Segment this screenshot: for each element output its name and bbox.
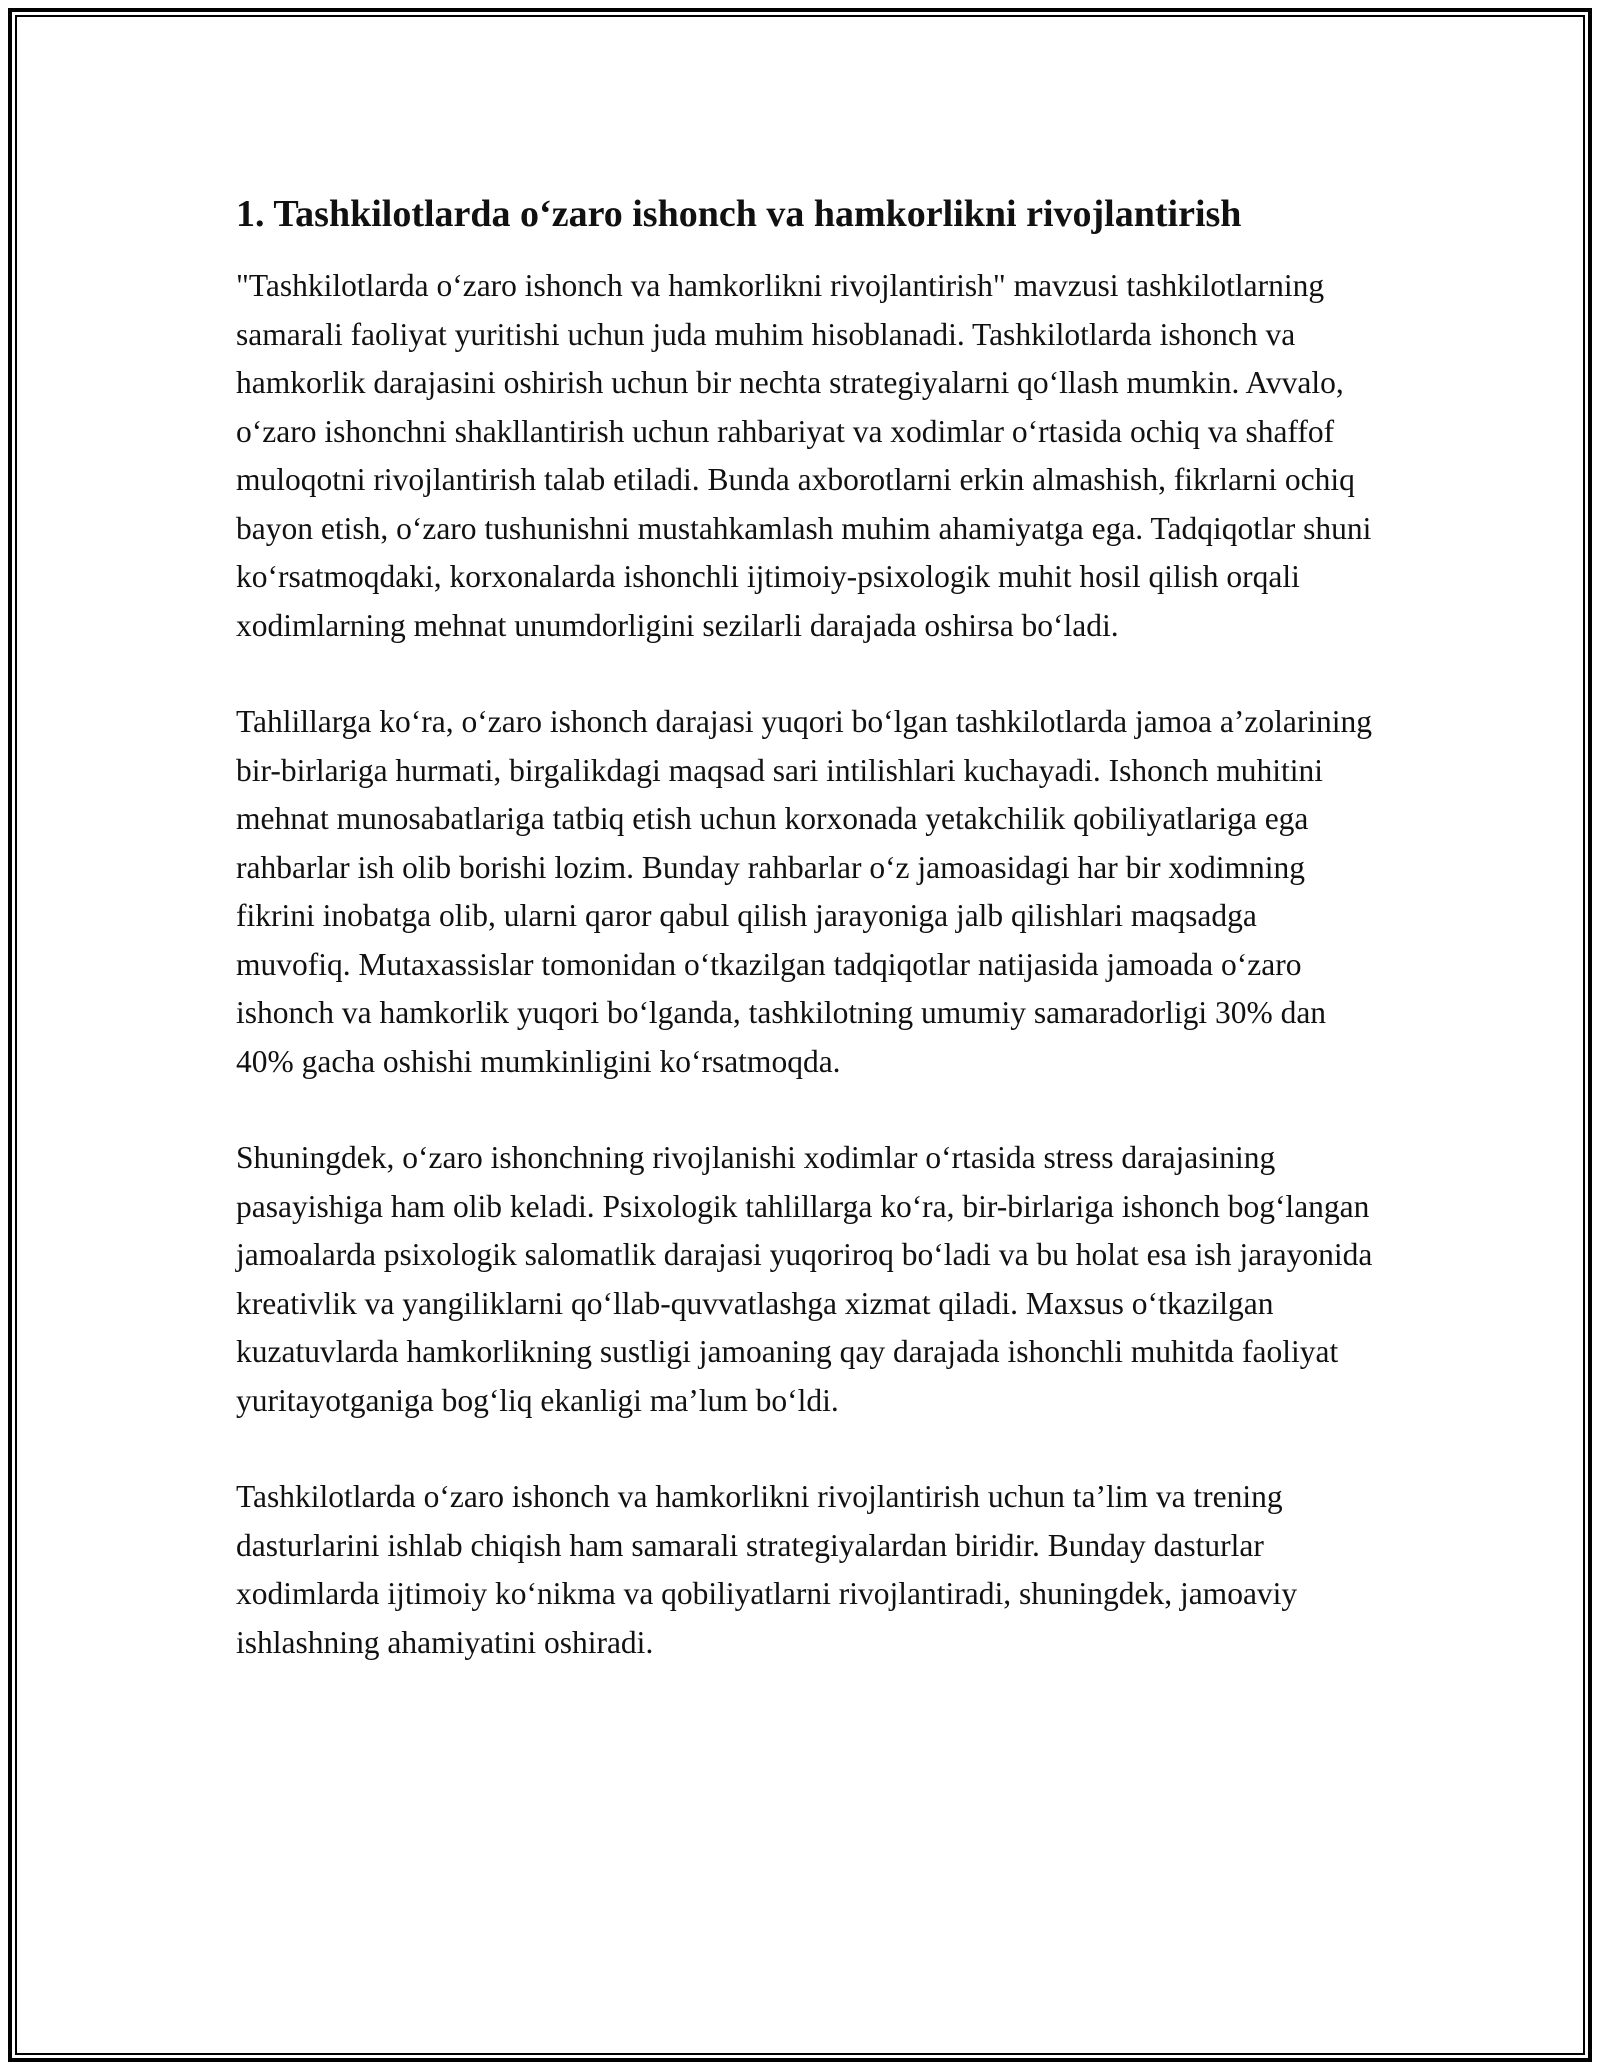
paragraph-1: "Tashkilotlarda o‘zaro ishonch va hamkorlikni rivojlantirish" mavzusi tashkilotlarning samarali faoliyat yuritishi uchun juda muhim hisoblanadi. Tashkilotlarda ishonch va hamkorlik darajasini oshirish uchun bir nechta strategiyalarni qo‘llash mumkin. Avvalo, o‘zaro ishonchni shakllantirish uchun rahbariyat va xodimlar o‘rtasida ochiq va shaffof muloqotni rivojlantirish talab etiladi. Bunda axborotlarni erkin almashish, fikrlarni ochiq bayon etish, o‘zaro tushunishni mustahkamlash muhim ahamiyatga ega. Tadqiqotlar shuni ko‘rsatmoqdaki, korxonalarda ishonchli ijtimoiy-psixologik muhit hosil qilish orqali xodimlarning mehnat unumdorligini sezilarli darajada oshirsa bo‘ladi. (236, 268, 1372, 643)
document-body (236, 188, 1376, 1667)
paragraph-2: Tahlillarga ko‘ra, o‘zaro ishonch darajasi yuqori bo‘lgan tashkilotlarda jamoa a’zolarining bir-birlariga hurmati, birgalikdagi maqsad sari intilishlari kuchayadi. Ishonch muhitini mehnat munosabatlariga tatbiq etish uchun korxonada yetakchilik qobiliyatlariga ega rahbarlar ish olib borishi lozim. Bunday rahbarlar o‘z jamoasidagi har bir xodimning fikrini inobatga olib, ularni qaror qabul qilish jarayoniga jalb qilishlari maqsadga muvofiq. Mutaxassislar tomonidan o‘tkazilgan tadqiqotlar natijasida jamoada o‘zaro ishonch va hamkorlik yuqori bo‘lganda, tashkilotning umumiy samaradorligi 30% dan 40% gacha oshishi mumkinligini ko‘rsatmoqda. (236, 704, 1373, 1079)
paragraph-4: Tashkilotlarda o‘zaro ishonch va hamkorlikni rivojlantirish uchun ta’lim va trening dasturlarini ishlab chiqish ham samarali strategiyalardan biridir. Bunday dasturlar xodimlarda ijtimoiy ko‘nikma va qobiliyatlarni rivojlantiradi, shuningdek, jamoaviy ishlashning ahamiyatini oshiradi. (236, 1479, 1298, 1660)
paragraph-3: Shuningdek, o‘zaro ishonchning rivojlanishi xodimlar o‘rtasida stress darajasining pasayishiga ham olib keladi. Psixologik tahlillarga ko‘ra, bir-birlariga ishonch bog‘langan jamoalarda psixologik salomatlik darajasi yuqoriroq bo‘ladi va bu holat esa ish jarayonida kreativlik va yangiliklarni qo‘llab-quvvatlashga xizmat qiladi. Maxsus o‘tkazilgan kuzatuvlarda hamkorlikning sustligi jamoaning qay darajada ishonchli muhitda faoliyat yuritayotganiga bog‘liq ekanligi ma’lum bo‘ldi. (236, 1140, 1373, 1418)
section-heading: 1. Tashkilotlarda o‘zaro ishonch va hamkorlikni rivojlantirish (236, 193, 1242, 235)
